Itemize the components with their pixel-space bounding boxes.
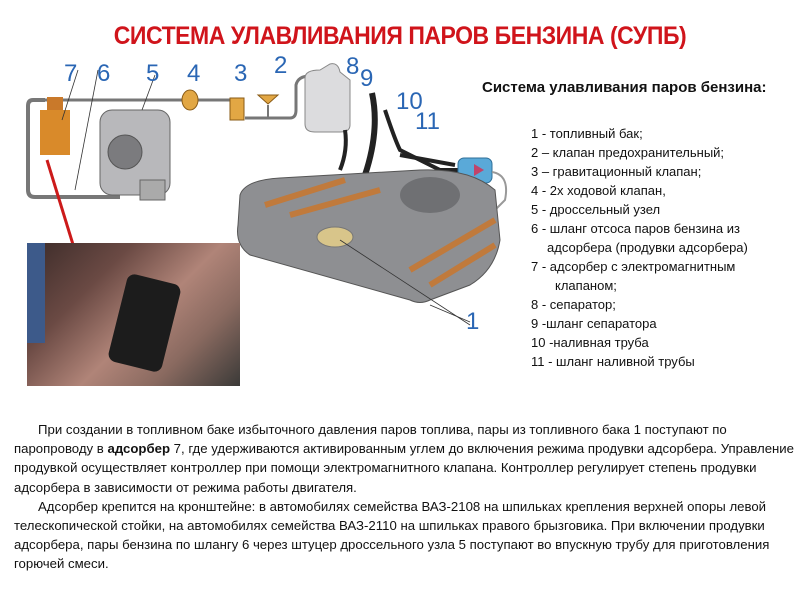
callout-2: 2 [274,52,288,79]
paragraph-1 [14,420,794,497]
paragraph-1-bold: адсорбер [107,441,170,457]
adsorber-photo [27,243,240,386]
legend-item: клапаном; [555,278,617,293]
legend-list [531,124,799,371]
legend-item: 4 - 2х ходовой клапан, [531,183,666,198]
paragraph-1-part-b: 7, где удерживаются активированным углем до включения режима продувки адсорбера. Управление продувкой осуществляет контроллер при помощи электромагнитного клапана. Контроллер регулирует степень продувки адсорбера в зависимости от режима работы двигателя. [14,441,795,495]
fuel-tank-1 [238,170,501,303]
description-text [14,420,794,574]
page-title: СИСТЕМА УЛАВЛИВАНИЯ ПАРОВ БЕНЗИНА (СУПБ) [113,22,687,50]
legend-item: 6 - шланг отсоса паров бензина из [531,221,740,236]
adsorber-7 [40,110,70,155]
legend-item: 3 – гравитационный клапан; [531,164,702,179]
legend-item: 1 - топливный бак; [531,126,643,141]
photo-detail [27,243,45,343]
callout-6: 6 [97,60,111,87]
callout-5: 5 [146,60,160,87]
callout-9: 9 [360,65,374,92]
legend-item: 5 - дроссельный узел [531,202,661,217]
paragraph-1-part-a: При создании в топливном баке избыточного давления паров топлива, пары из топливного бака 1 поступают по паропроводу в [14,422,727,457]
legend-item: 8 - сепаратор; [531,297,616,312]
callout-1: 1 [466,308,480,335]
adsorber-canister [107,273,182,374]
legend-heading: Система улавливания паров бензина: [482,79,767,96]
legend-item: 7 - адсорбер с электромагнитным [531,259,736,274]
legend-item: адсорбера (продувки адсорбера) [547,240,748,255]
legend-item: 10 -наливная труба [531,335,649,350]
legend-item: 2 – клапан предохранительный; [531,145,725,160]
callout-7: 7 [64,60,78,87]
throttle-body-5 [100,110,170,200]
legend-item: 9 -шланг сепаратора [531,316,657,331]
callout-3: 3 [234,60,248,87]
legend-item: 11 - шланг наливной трубы [531,354,695,369]
callout-4: 4 [187,60,201,87]
callout-10: 10 [396,88,423,115]
callout-8: 8 [346,53,360,80]
callout-11: 11 [415,108,440,135]
paragraph-2: Адсорбер крепится на кронштейне: в автомобилях семейства ВАЗ-2108 на шпильках крепления верхней опоры левой телескопической стойки, на автомобилях семейства ВАЗ-2110 на шпильках правого брызговика. При включении продувки адсорбера, пары бензина по шлангу 6 через штуцер дроссельного узла 5 поступают во впускную трубу для приготовления горючей смеси. [14,498,770,572]
